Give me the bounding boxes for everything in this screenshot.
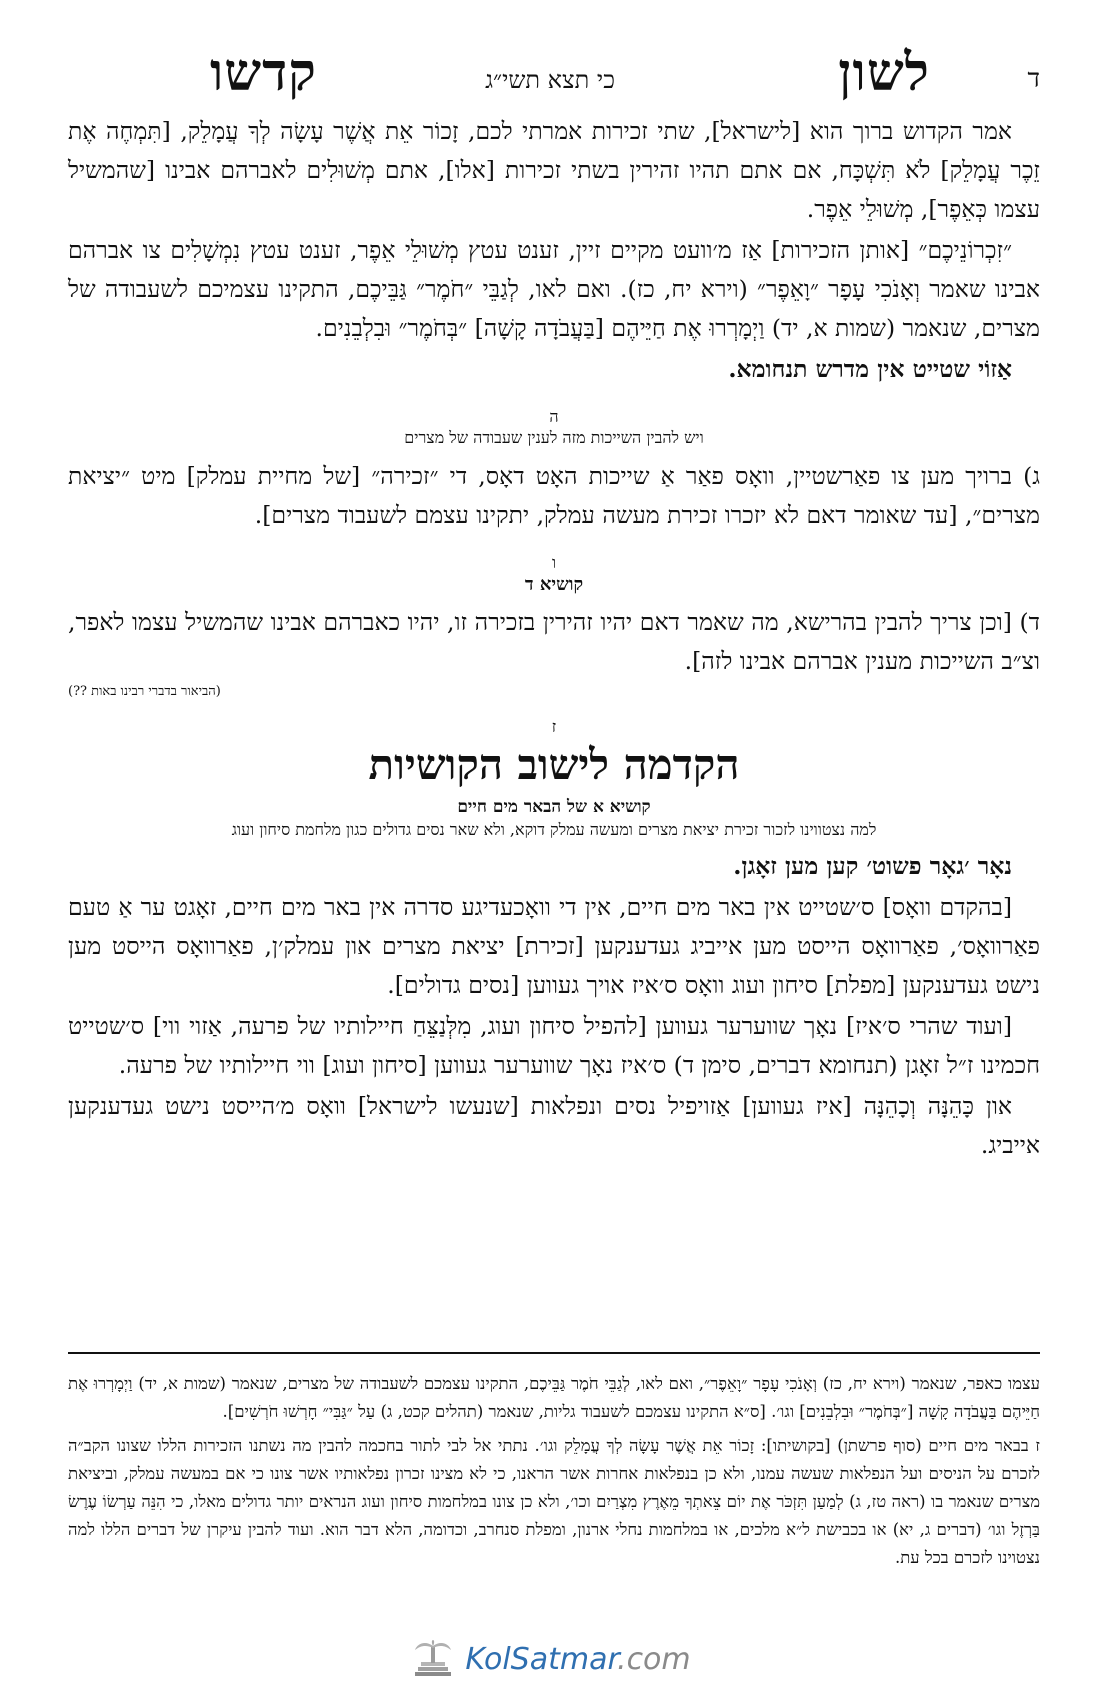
paragraph-6: נאָר ׳גאָר פשוט׳ קען מען זאָגן. [733,852,1012,880]
paragraph-1: אמר הקדוש ברוך הוא [לישראל], שתי זכירות אמרתי לכם, זָכוֹר אֵת אֲשֶׁר עָשָׂה לְךָ עֲמָלֵק, [תִּמְחֶה אֶת זֵכֶר עֲמָלֵק] לֹא תִּשְׁכָּח, אם אתם תהיו זהירין בשתי זכירות [אלו], אתם מְשׁוּלִים לאברהם אבינו [שהמשיל עצמו כְּאֵפֶר], מְשׁוּלֵי אֵפֶר. [68,117,1040,223]
paragraph-7: [בהקדם וואָס] ס׳שטייט אין באר מים חיים, אין די וואָכעדיגע סדרה אין באר מים חיים, זאָגט ער אַ טעם פאַרוואָס׳, פאַרוואָס הייסט מען אייביג געדענקען [זכירת] יציאת מצרים און עמלק׳ן, פאַרוואָס הייסט מען נישט געדענקען [מפלת] סיחון ועוג וואָס ס׳איז אויך געווען [נסים גדולים]. [68,893,1040,999]
section-marker-zayin: ז [551,717,557,736]
paragraph-2: ״זִכְרוֹנֵיכֶם״ [אותן הזכירות] אַז מ׳וועט מקיים זיין, זענט עטץ מְשׁוּלֵי אֵפֶר, זענט עטץ נִמְשָׁלִים צו אברהם אבינו שאמר וְאָנֹכִי עָפָר ״וָאֵפֶר״ (וירא יח, כז). ואם לאו, לְגַבֵּי ״חֹמֶר״ גַּבֵּיכֶם, התקינו עצמיכם לשעבודה של מצרים, שנאמר (שמות א, יד) וַיְמָרְרוּ אֶת חַיֵּיהֶם [בַּעֲבֹדָה קָשָׁה] ״בְּחֹמֶר״ וּבִלְבֵנִים. [68,236,1040,342]
paragraph-9: און כָּהֵנָּה וְכָהֵנָּה [איז געווען] אַזויפיל נסים ונפלאות [שנעשו לישראל] וואָס מ׳הייסט נישט געדענקען אייביג. [68,1092,1040,1159]
paragraph-5: ד) [וכן צריך להבין בהרישא, מה שאמר דאם יהיו זהירין בזכירה זו, יהיו כאברהם אבינו שהמשיל עצמו לאפר, וצ״ב השייכות מענין אברהם אבינו לזה]. [68,608,1040,675]
footnote-1: עצמו כאפר, שנאמר (וירא יח, כז) וְאָנֹכִי עָפָר ״וָאֵפֶר״, ואם לאו, לְגַבֵּי חֹמֶר גַּבֵּיכֶם, התקינו עצמכם לשעבודה של מצרים, שנאמר (שמות א, יד) וַיְמָרְרוּ אֶת חַיֵּיהֶם בַּעֲבֹדָה קָשָׁה [״בְּחֹמֶר״ וּבִלְבֵנִים] וגו׳. [ס״א התקינו עצמכם לשעבוד גליות, שנאמר (תהלים קכט, ג) עַל ״גַּבִּי״ חָרְשׁוּ חֹרְשִׁים]. [68,1374,1040,1421]
section-title: הקדמה לישוב הקושיות [368,740,740,789]
kushya-dalet-heading: קושיא ד [524,574,584,595]
palm-tree-books-icon [409,1636,457,1684]
site-brand[interactable] [0,1636,1100,1686]
paragraph-4: ג) ברויך מען צו פאַרשטיין, וואָס פאַר אַ שייכות האָט דאָס, די ״זכירה״ [של מחיית עמלק] מיט ״יציאת מצרים״, [עד שאומר דאם לא יזכרו זכירת מעשה עמלק, יתקינו עצמם לשעבוד מצרים]. [68,462,1040,529]
section-marker-vav: ו [551,553,557,572]
footnote-2: ז בבאר מים חיים (סוף פרשתן) [בקושיתו]: זָכוֹר אֵת אֲשֶׁר עָשָׂה לְךָ עֲמָלֵק וגו׳. נתתי אל לבי לתור בחכמה להבין מה נשתנו הזכירות הללו שצונו הקב״ה לזכרם על הניסים ועל הנפלאות שעשה עמנו, ולא כן בנפלאות אחרות אשר הראנו, כי לא מצינו זכרון נפלאותיו אשר צונו כי אם במעשה עמלק, וביציאת מצרים שנאמר בו (ראה טז, ג) לְמַעַן תִּזְכֹּר אֶת יוֹם צֵאתְךָ מֵאֶרֶץ מִצְרַיִם וכו׳, ולא כן צונו במלחמות סיחון ועוג הנראים יותר גדולים מאלו, כי הִנֵּה עַרְשׂוֹ עֶרֶשׂ בַּרְזֶל וגו׳ (דברים ג, יא) או בכבישת ל״א מלכים, או במלחמות נחלי ארנון, ומפלת סנחרב, וכדומה, הלא דבר הוא. ועוד להבין עיקרן של דברים הללו למה נצטוינו לזכרם בכל עת. [68,1436,1040,1567]
brand-link[interactable] [409,1636,690,1684]
footnote-divider [68,1352,1040,1354]
main-text [68,112,1040,1167]
page-number: ד [1027,64,1040,94]
header-parsha: כי תצא תשי״ג [485,66,615,94]
paragraph-8: [ועוד שהרי ס׳איז] נאָך שווערער געווען [להפיל סיחון ועוג, מִלְּנַצֵּחַ חיילותיו של פרעה, אַזוי ווי] ס׳שטייט חכמינו ז״ל זאָגן (תנחומא דברים, סימן ד) ס׳איז נאָך שווערער געווען [סיחון ועוג] ווי חיילותיו של פרעה. [68,1012,1040,1079]
page-header [60,36,1040,106]
header-title-right: לשון [838,42,930,103]
section-marker-he: ה [549,407,559,426]
paragraph-5-note: (הביאור בדברי רבינו באות ??) [68,684,221,699]
kushya-alef-heading: קושיא א של הבאר מים חיים [457,797,651,817]
kushya-alef-subtitle: למה נצטווינו לזכור זכירת יציאת מצרים ומעשה עמלק דוקא, ולא שאר נסים גדולים כגון מלחמת סיחון ועוג [231,820,877,839]
section-subtitle-he: ויש להבין השייכות מזה לענין שעבודה של מצרים [404,428,704,447]
brand-name: KolSatmar [465,1642,618,1677]
paragraph-3: אַזוֹי שטייט אין מדרש תנחומא. [728,355,1012,383]
header-title-left: קדשו [210,42,317,103]
brand-tld: .com [617,1642,691,1677]
footnotes [68,1370,1040,1578]
